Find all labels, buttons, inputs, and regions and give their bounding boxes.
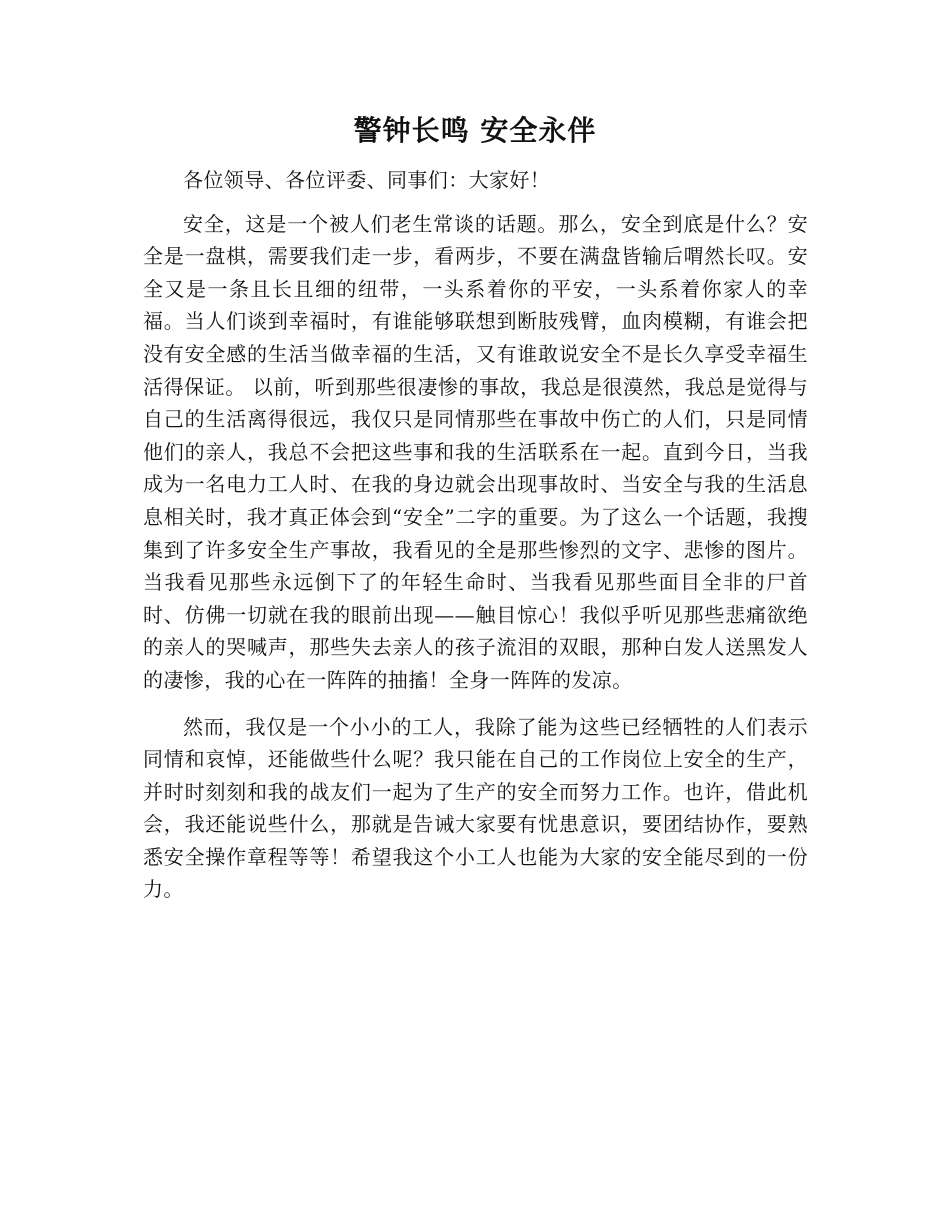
document-body [143, 164, 808, 920]
body-paragraph: 安全，这是一个被人们老生常谈的话题。那么，安全到底是什么？安全是一盘棋，需要我们走一步，看两步，不要在满盘皆输后喟然长叹。安全又是一条且长且细的纽带，一头系着你的平安，一头系着你家人的幸福。当人们谈到幸福时，有谁能够联想到断肢残臂，血肉模糊，有谁会把没有安全感的生活当做幸福的生活，又有谁敢说安全不是长久享受幸福生活得保证。 以前，听到那些很凄惨的事故，我总是很漠然，我总是觉得与自己的生活离得很远，我仅只是同情那些在事故中伤亡的人们，只是同情他们的亲人，我总不会把这些事和我的生活联系在一起。直到今日，当我成为一名电力工人时、在我的身边就会出现事故时、当安全与我的生活息息相关时，我才真正体会到“安全”二字的重要。为了这么一个话题，我搜集到了许多安全生产事故，我看见的全是那些惨烈的文字、悲惨的图片。当我看见那些永远倒下了的年轻生命时、当我看见那些面目全非的尸首时、仿佛一切就在我的眼前出现——触目惊心！我似乎听见那些悲痛欲绝的亲人的哭喊声，那些失去亲人的孩子流泪的双眼，那种白发人送黑发人的凄惨，我的心在一阵阵的抽搐！全身一阵阵的发凉。 [143, 211, 808, 692]
greeting-paragraph: 各位领导、各位评委、同事们：大家好！ [183, 168, 551, 192]
document-title: 警钟长鸣 安全永伴 [353, 114, 597, 147]
body-paragraph: 然而，我仅是一个小小的工人，我除了能为这些已经牺牲的人们表示同情和哀悼，还能做些什么呢？我只能在自己的工作岗位上安全的生产，并时时刻刻和我的战友们一起为了生产的安全而努力工作。也许，借此机会，我还能说些什么，那就是告诫大家要有忧患意识，要团结协作，要熟悉安全操作章程等等！希望我这个小工人也能为大家的安全能尽到的一份力。 [143, 714, 808, 902]
